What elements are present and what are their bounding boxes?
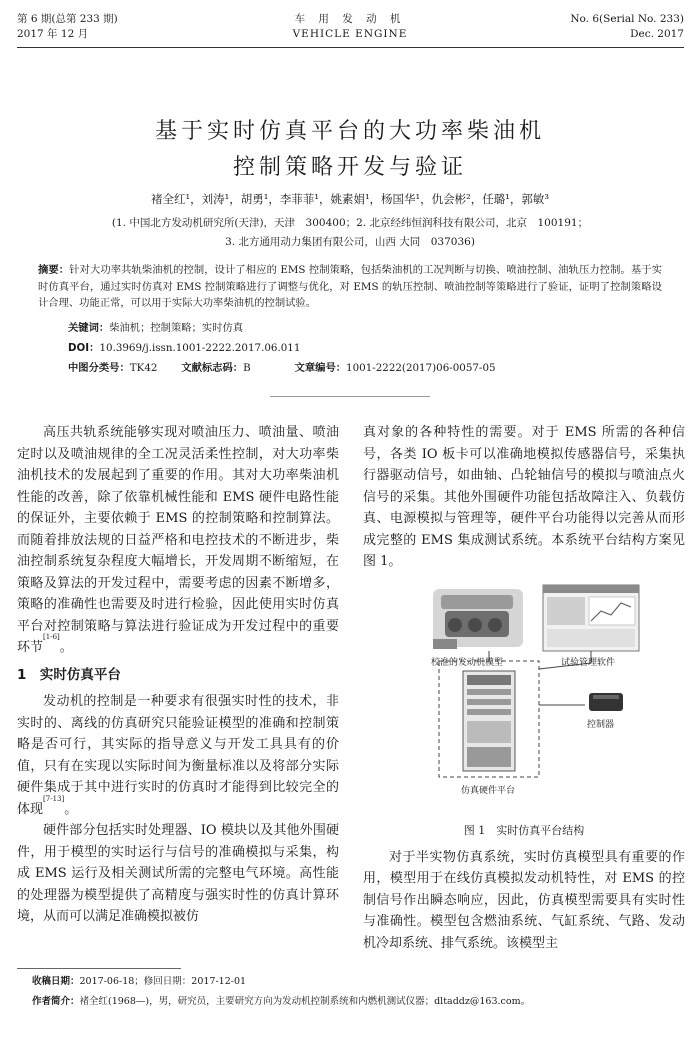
right-column (363, 422, 685, 954)
hardware-cabinet-image (463, 671, 515, 771)
abstract (38, 262, 662, 312)
issue-date: 2017 年 12 月 (17, 28, 89, 40)
received-text: 2017-06-18；修回日期：2017-12-01 (79, 976, 247, 987)
serial-number: No. 6(Serial No. 233) (570, 13, 684, 25)
controller-label: 控制器 (587, 719, 615, 730)
abstract-divider (270, 396, 430, 397)
body-paragraph: 对于半实物仿真系统，实时仿真模型具有重要的作用，模型用于在线仿真模拟发动机特性，对 EMS 的控制信号作出瞬态响应，因此，仿真模型需要具有实时性与准确性。模型包含燃油系统、气缸系统、气路、发动机冷却系统、排气系统。该模型主 (363, 849, 685, 951)
hardware-platform-label: 仿真硬件平台 (461, 785, 516, 796)
header-divider (17, 47, 684, 48)
test-software-label: 试验管理软件 (561, 657, 616, 668)
doi-label: DOI： (68, 342, 100, 354)
abstract-label: 摘要： (38, 264, 70, 276)
classification (68, 360, 496, 376)
figure-diagram (363, 581, 685, 821)
author-list: 褚全红¹，刘涛¹，胡勇¹，李菲菲¹，姚素娟¹，杨国华¹，仇会彬²，任璐¹，郭敏³ (151, 192, 549, 206)
clc-label: 中图分类号： (68, 362, 130, 374)
affiliation-line1: (1. 中国北方发动机研究所(天津)，天津 300400；2. 北京经纬恒润科技有限公司，北京 100191； (111, 217, 589, 229)
journal-name-en: VEHICLE ENGINE (292, 28, 408, 40)
keywords-text: 柴油机；控制策略；实时仿真 (109, 322, 244, 334)
paper-title-line1: 基于实时仿真平台的大功率柴油机 (154, 119, 545, 144)
author-bio-label: 作者简介： (32, 996, 80, 1007)
paper-title-line2: 控制策略开发与验证 (232, 155, 467, 180)
body-paragraph: 硬件部分包括实时处理器、IO 模块以及其他外围硬件，用于模型的实时运行与信号的准确模拟与采集，构成 EMS 运行及相关测试所需的完整电气环境。高性能的处理器为模型提供了高精度与强实时性的仿真计算环境，从而可以满足准确模拟被仿 (17, 823, 339, 924)
issue-number: 第 6 期(总第 233 期) (17, 13, 118, 25)
body-paragraph: 真对象的各种特性的需要。对于 EMS 所需的各种信号，各类 IO 板卡可以准确地模拟传感器信号，采集执行器驱动信号，如曲轴、凸轮轴信号的模拟与喷油点火信号的采集。其他外围硬件功能包括故障注入、负载仿真、电源模拟与管理等，硬件平台功能得以完善从而形成完整的 EMS 集成测试系统。本系统平台结构方案见图 1。 (363, 425, 685, 569)
doi (68, 340, 300, 356)
figure-caption: 图 1 实时仿真平台结构 (463, 823, 585, 837)
left-column (17, 422, 339, 928)
serial-date: Dec. 2017 (630, 28, 684, 40)
doc-code-label: 文献标志码： (181, 362, 244, 374)
received-label: 收稿日期： (32, 976, 80, 987)
engine-model-label: 校准的发动机模型 (431, 657, 504, 668)
journal-name-cn: 车 用 发 动 机 (294, 13, 406, 25)
section-heading: 1 实时仿真平台 (17, 666, 121, 683)
journal-serial (570, 12, 684, 42)
test-software-image (543, 585, 639, 651)
footnote-divider (17, 968, 181, 969)
figure-1 (363, 581, 685, 821)
intro-paragraph (17, 422, 339, 659)
article-number-value: 1001-2222(2017)06-0057-05 (346, 362, 496, 374)
author-bio-text: 褚全红(1968—)，男，研究员，主要研究方向为发动机控制系统和内燃机测试仪器；dltaddz@163.com。 (79, 996, 531, 1007)
body-paragraph (17, 691, 339, 820)
engine-model-image (433, 589, 523, 649)
citation[interactable]: [7-13] (43, 794, 65, 803)
abstract-text: 针对大功率共轨柴油机的控制，设计了相应的 EMS 控制策略，包括柴油机的工况判断与切换、喷油控制、油轨压力控制。基于实时仿真平台，通过实时仿真对 EMS 控制策略进行了调整与优化，对 EMS 的轨压控制、喷油控制等策略进行了验证，证明了控制策略设计合理、功能正常，可以用于实际大功率柴油机的控制试验。 (38, 264, 662, 309)
doi-text[interactable]: 10.3969/j.issn.1001-2222.2017.06.011 (99, 342, 301, 354)
keywords-label: 关键词： (68, 322, 110, 334)
body-end: 。 (64, 801, 78, 817)
footnote-author (32, 994, 530, 1009)
clc-value: TK42 (129, 362, 158, 374)
keywords (68, 320, 243, 336)
footnote-received (32, 974, 246, 989)
article-number-label: 文章编号： (294, 362, 347, 374)
controller-image (589, 693, 623, 711)
citation[interactable]: [1-6] (43, 633, 60, 641)
intro-text: 高压共轨系统能够实现对喷油压力、喷油量、喷油定时以及喷油规律的全工况灵活柔性控制，对大功率柴油机技术的发展起到了重要的作用。其对大功率柴油机性能的改善，除了依靠机械性能和 EMS 硬件电路性能的保证外，主要依赖于 EMS 的控制策略和控制算法。而随着排放法规的日益严格和电控技术的不断进步，柴油控制系统复杂程度大幅增长，开发周期不断缩短，在策略及算法的开发过程中，需要考虑的因素不断增多，策略的准确性也需要及时进行检验，因此使用实时仿真平台对控制策略与算法进行验证成为开发过程中的重要环节 (17, 425, 339, 655)
affiliation-line2: 3. 北方通用动力集团有限公司，山西 大同 037036) (225, 236, 475, 248)
intro-end: 。 (59, 640, 73, 655)
doc-code-value: B (243, 362, 251, 374)
body-text: 发动机的控制是一种要求有很强实时性的技术，非实时的、离线的仿真研究只能验证模型的准确和控制策略是否可行，其实际的指导意义与开发工具具有的价值，只有在实现以实际时间为衡量标准以及将部分实际硬件集成于其中进行实时的仿真时才能得到比较完全的体现 (17, 694, 339, 817)
